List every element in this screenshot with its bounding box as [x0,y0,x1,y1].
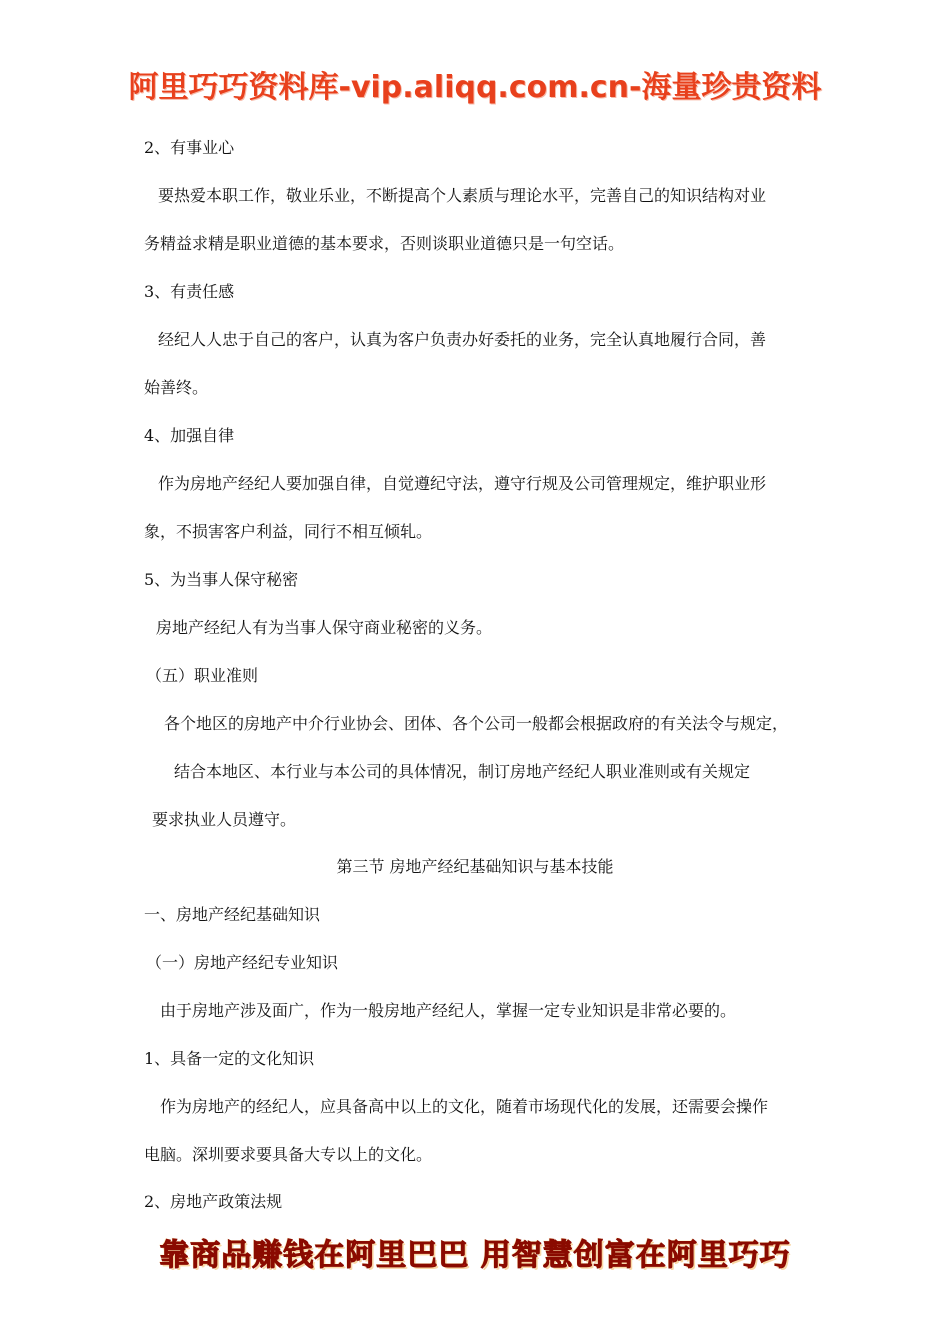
paragraph-line: 房地产经纪人有为当事人保守商业秘密的义务。 [156,618,493,637]
paragraph-line: 作为房地产经纪人要加强自律，自觉遵纪守法，遵守行规及公司管理规定，维护职业形 [158,474,767,493]
heading-self-discipline: 4、加强自律 [144,426,235,445]
heading-career-dedication: 2、有事业心 [144,138,235,157]
header-banner: 阿里巧巧资料库-vip.aliqq.com.cn-海量珍贵资料 [128,70,822,105]
paragraph-line: 电脑。深圳要求要具备大专以上的文化。 [144,1145,433,1164]
paragraph-line: 务精益求精是职业道德的基本要求，否则谈职业道德只是一句空话。 [144,234,625,253]
heading-professional-knowledge: （一）房地产经纪专业知识 [146,953,339,972]
paragraph-line: 作为房地产的经纪人，应具备高中以上的文化，随着市场现代化的发展，还需要会操作 [160,1097,769,1116]
paragraph-line: 始善终。 [144,378,209,397]
heading-policy-regulations: 2、房地产政策法规 [144,1192,283,1211]
paragraph-line: 各个地区的房地产中介行业协会、团体、各个公司一般都会根据政府的有关法令与规定， [164,714,789,733]
heading-confidentiality: 5、为当事人保守秘密 [144,570,299,589]
paragraph-line: 要热爱本职工作，敬业乐业，不断提高个人素质与理论水平，完善自己的知识结构对业 [158,186,767,205]
paragraph-line: 结合本地区、本行业与本公司的具体情况，制订房地产经纪人职业准则或有关规定 [174,762,751,781]
section-title: 第三节 房地产经纪基础知识与基本技能 [336,857,614,876]
footer-banner: 靠商品赚钱在阿里巴巴 用智慧创富在阿里巧巧 [159,1238,791,1273]
heading-professional-code: （五）职业准则 [146,666,259,685]
paragraph-line: 象，不损害客户利益，同行不相互倾轧。 [144,522,433,541]
heading-responsibility: 3、有责任感 [144,282,235,301]
paragraph-line: 由于房地产涉及面广，作为一般房地产经纪人，掌握一定专业知识是非常必要的。 [160,1001,737,1020]
paragraph-line: 要求执业人员遵守。 [152,810,297,829]
heading-basic-knowledge: 一、房地产经纪基础知识 [144,905,321,924]
paragraph-line: 经纪人人忠于自己的客户，认真为客户负责办好委托的业务，完全认真地履行合同，善 [158,330,767,349]
heading-cultural-knowledge: 1、具备一定的文化知识 [144,1049,315,1068]
